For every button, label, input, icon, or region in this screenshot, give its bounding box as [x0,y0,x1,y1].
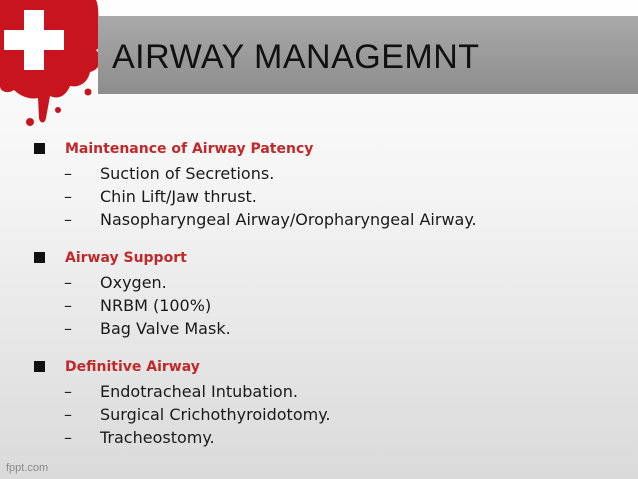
dash-marker: – [64,319,72,338]
square-bullet-icon [34,252,45,263]
medical-cross-logo-icon [0,0,110,130]
square-bullet-icon [34,361,45,372]
list-item [64,426,624,449]
section-airway-patency [34,136,624,231]
dash-marker: – [64,382,72,401]
list-item [64,185,624,208]
dash-marker: – [64,210,72,229]
footer-watermark: fppt.com [6,462,49,474]
title-bar [98,16,638,94]
list-item-text: Tracheostomy. [100,428,215,447]
dash-marker: – [64,273,72,292]
list-item-text: NRBM (100%) [100,296,212,315]
section-heading [34,136,624,162]
list-item [64,208,624,231]
sub-list [34,271,624,340]
heading-text: Definitive Airway [65,359,200,375]
list-item-text: Nasopharyngeal Airway/Oropharyngeal Airway. [100,210,477,229]
list-item [64,403,624,426]
section-heading [34,354,624,380]
section-definitive-airway [34,354,624,449]
slide-content [34,136,624,463]
dash-marker: – [64,405,72,424]
dash-marker: – [64,428,72,447]
sub-list [34,380,624,449]
section-heading [34,245,624,271]
sub-list [34,162,624,231]
list-item [64,271,624,294]
list-item-text: Suction of Secretions. [100,164,275,183]
dash-marker: – [64,187,72,206]
list-item [64,162,624,185]
list-item [64,317,624,340]
slide-title: AIRWAY MANAGEMNT [112,38,480,76]
heading-text: Maintenance of Airway Patency [65,141,314,157]
square-bullet-icon [34,143,45,154]
list-item [64,380,624,403]
list-item-text: Surgical Crichothyroidotomy. [100,405,331,424]
list-item [64,294,624,317]
heading-text: Airway Support [65,250,187,266]
section-airway-support [34,245,624,340]
list-item-text: Chin Lift/Jaw thrust. [100,187,257,206]
dash-marker: – [64,164,72,183]
list-item-text: Bag Valve Mask. [100,319,231,338]
list-item-text: Endotracheal Intubation. [100,382,298,401]
list-item-text: Oxygen. [100,273,167,292]
dash-marker: – [64,296,72,315]
